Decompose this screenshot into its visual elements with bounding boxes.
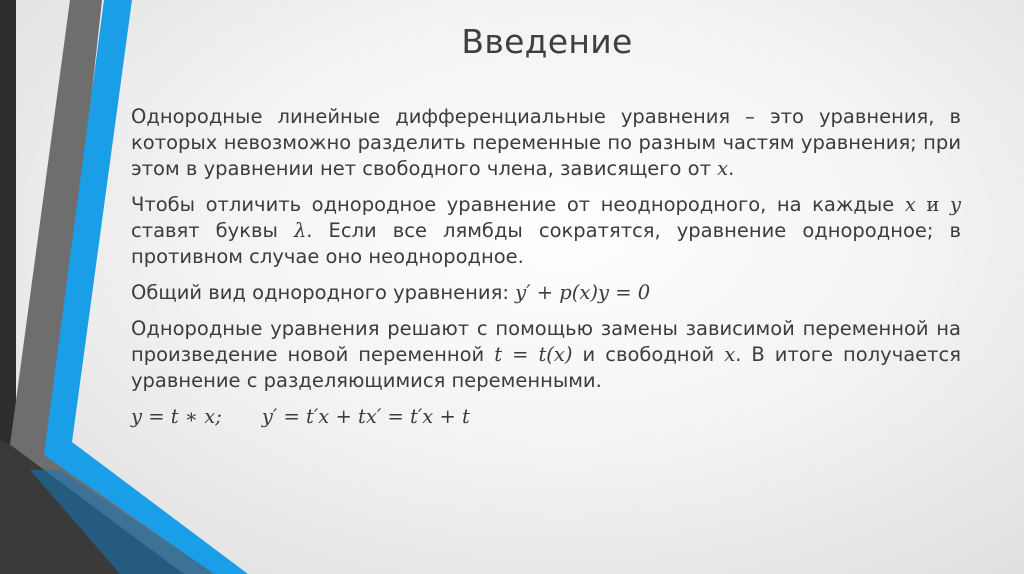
distinguish-text-b: ставят буквы (131, 219, 294, 242)
substitution-formula: t = t(x) (494, 343, 573, 366)
conj-and: и (915, 193, 950, 216)
paragraph-definition (131, 104, 961, 182)
var-x: x (717, 157, 729, 180)
var-y: y (949, 193, 961, 216)
paragraph-distinguish (131, 192, 961, 270)
general-form-formula: y′ + p(x)y = 0 (515, 281, 651, 304)
substitution-text-a: Однородные уравнения решают с помощью замены зависимой переменной на произведение новой переменной (131, 317, 961, 366)
distinguish-text-a: Чтобы отличить однородное уравнение от неоднородного, на каждые (131, 193, 905, 216)
var-x: x (724, 343, 736, 366)
substitution-text-c: . В итоге получается уравнение с разделяющимися переменными. (131, 343, 961, 392)
slide-body (131, 104, 961, 440)
formula-line (131, 404, 961, 430)
paragraph-general-form (131, 280, 961, 306)
distinguish-text-c: . Если все лямбды сократятся, уравнение однородное; в противном случае оно неоднородное. (131, 219, 961, 268)
substitution-text-b: и свободной (572, 343, 725, 366)
paragraph-substitution (131, 316, 961, 394)
formula-derivative: y′ = t′x + tx′ = t′x + t (261, 405, 470, 428)
definition-end: . (728, 157, 735, 180)
lambda-symbol: λ (293, 219, 307, 242)
general-form-text: Общий вид однородного уравнения: (131, 281, 516, 304)
slide-title: Введение (461, 22, 633, 61)
formula-substitution: y = t ∗ x; (131, 405, 222, 428)
var-x: x (904, 193, 916, 216)
definition-text: Однородные линейные дифференциальные уравнения – это уравнения, в которых невозможно разделить переменные по разным частям уравнения; при этом в уравнении нет свободного члена, зависящего от (131, 105, 961, 180)
